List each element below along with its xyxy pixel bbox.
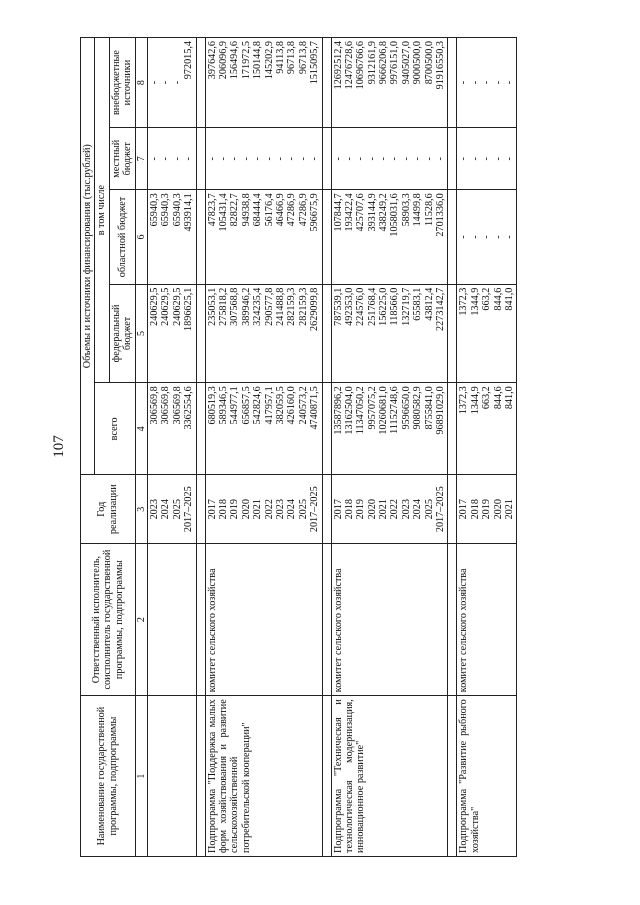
- cell-value: 11347050,2: [355, 386, 367, 435]
- cell-value: 9405027,0: [400, 41, 412, 85]
- cell-value: 972015,4: [183, 41, 195, 80]
- cell-value: 65940,3: [171, 193, 183, 227]
- federal-cell: [457, 284, 517, 383]
- program-name: Подпрограмма "Техническая и технологическая модернизация, инновационное развитие": [331, 696, 448, 857]
- cell-value: -: [183, 157, 195, 161]
- spacer-cell: [322, 475, 331, 544]
- cell-value: 417957,1: [263, 386, 275, 425]
- executor-name: комитет сельского хозяйства: [205, 544, 322, 696]
- cell-value: 787539,1: [332, 287, 344, 326]
- table-row: [331, 38, 448, 857]
- cell-value: 425707,6: [355, 193, 367, 232]
- local-cell: [205, 128, 322, 190]
- cell-value: -: [469, 235, 481, 239]
- rotated-page-content: [80, 37, 632, 857]
- spacer-cell: [196, 696, 205, 857]
- cell-value: 9666206,8: [378, 41, 390, 85]
- cell-value: -: [274, 157, 286, 161]
- cell-value: 82822,7: [229, 193, 241, 227]
- cell-value: 9976151,0: [389, 41, 401, 85]
- cell-value: 542824,6: [252, 386, 264, 425]
- cell-value: 12692512,4: [332, 41, 344, 90]
- extra-cell: [205, 38, 322, 128]
- cell-value: 2018: [217, 499, 229, 520]
- cell-value: 307568,8: [229, 287, 241, 326]
- cell-value: -: [400, 157, 412, 161]
- cell-value: 680519,3: [206, 386, 218, 425]
- table-row: [148, 38, 197, 857]
- regional-cell: [457, 190, 517, 284]
- cell-value: -: [503, 80, 515, 85]
- cell-value: 10260681,0: [378, 386, 390, 435]
- cell-value: 544977,1: [229, 386, 241, 425]
- cell-value: 393144,9: [366, 193, 378, 232]
- header-federal: федеральный бюджет: [109, 284, 135, 383]
- cell-value: 2701336,0: [435, 193, 447, 237]
- cell-value: 2017: [458, 499, 470, 520]
- cell-value: 9957075,2: [366, 386, 378, 430]
- cell-value: -: [503, 235, 515, 239]
- cell-value: 1515095,7: [309, 41, 321, 85]
- cell-value: 8700500,0: [423, 41, 435, 85]
- cell-value: -: [423, 157, 435, 161]
- executor-name: [148, 544, 197, 696]
- cell-value: 9080582,9: [412, 386, 424, 430]
- cell-value: 2022: [263, 499, 275, 520]
- table-body: [148, 38, 517, 857]
- cell-value: 47823,7: [206, 193, 218, 227]
- spacer-cell: [448, 284, 457, 383]
- cell-value: 240573,2: [297, 386, 309, 425]
- total-cell: [205, 383, 322, 475]
- spacer-cell: [322, 190, 331, 284]
- cell-value: 240629,5: [171, 287, 183, 326]
- cell-value: 1344,9: [469, 287, 481, 316]
- cell-value: 13587896,2: [332, 386, 344, 435]
- header-extra: внебюджетные источники: [109, 38, 135, 128]
- total-cell: [331, 383, 448, 475]
- cell-value: 2021: [252, 499, 264, 520]
- cell-value: 589346,5: [217, 386, 229, 425]
- column-number: 6: [135, 190, 147, 284]
- spacer-cell: [322, 284, 331, 383]
- regional-cell: [148, 190, 197, 284]
- cell-value: 58903,3: [400, 193, 412, 227]
- cell-value: 844,6: [492, 386, 504, 410]
- spacer-cell: [196, 475, 205, 544]
- cell-value: 2023: [400, 499, 412, 520]
- cell-value: 4740871,5: [309, 386, 321, 430]
- cell-value: 240629,5: [149, 287, 161, 326]
- block-spacer: [322, 38, 331, 857]
- cell-value: 46466,9: [274, 193, 286, 227]
- cell-value: 2023: [274, 499, 286, 520]
- cell-value: 2018: [469, 499, 481, 520]
- cell-value: 282159,3: [297, 287, 309, 326]
- cell-value: 68444,4: [252, 193, 264, 227]
- cell-value: 1344,9: [469, 386, 481, 415]
- cell-value: 2020: [240, 499, 252, 520]
- header-financing-group: Объемы и источники финансирования (тыс.рублей): [81, 38, 95, 475]
- cell-value: 241488,8: [274, 287, 286, 326]
- cell-value: 306569,8: [160, 386, 172, 425]
- cell-value: 3362554,6: [183, 386, 195, 430]
- cell-value: 2025: [297, 499, 309, 520]
- cell-value: 397642,6: [206, 41, 218, 80]
- cell-value: 96891029,0: [435, 386, 447, 435]
- cell-value: -: [171, 80, 183, 85]
- cell-value: 235053,1: [206, 287, 218, 326]
- cell-value: 1372,3: [458, 287, 470, 316]
- spacer-cell: [448, 475, 457, 544]
- cell-value: 9000500,0: [412, 41, 424, 85]
- cell-value: -: [481, 235, 493, 239]
- spacer-cell: [196, 383, 205, 475]
- cell-value: 1058031,6: [389, 193, 401, 237]
- total-cell: [148, 383, 197, 475]
- cell-value: 206096,9: [217, 41, 229, 80]
- cell-value: -: [286, 157, 298, 161]
- federal-cell: [205, 284, 322, 383]
- spacer-cell: [196, 544, 205, 696]
- cell-value: 156494,6: [229, 41, 241, 80]
- cell-value: -: [458, 157, 470, 161]
- cell-value: 1372,3: [458, 386, 470, 415]
- cell-value: 841,0: [503, 287, 515, 311]
- header-total: всего: [95, 383, 135, 475]
- executor-name: комитет сельского хозяйства: [331, 544, 448, 696]
- cell-value: -: [492, 235, 504, 239]
- spacer-cell: [196, 284, 205, 383]
- cell-value: 1896625,1: [183, 287, 195, 331]
- spacer-cell: [322, 544, 331, 696]
- cell-value: 13162504,0: [343, 386, 355, 435]
- spacer-cell: [196, 38, 205, 128]
- cell-value: 2024: [160, 499, 172, 520]
- cell-value: -: [481, 157, 493, 161]
- cell-value: 240629,5: [160, 287, 172, 326]
- cell-value: 94938,8: [240, 193, 252, 227]
- cell-value: -: [297, 157, 309, 161]
- spacer-cell: [322, 128, 331, 190]
- extra-cell: [457, 38, 517, 128]
- cell-value: -: [492, 157, 504, 161]
- spacer-cell: [448, 383, 457, 475]
- cell-value: 11528,6: [423, 193, 435, 227]
- column-number: 3: [135, 475, 147, 544]
- cell-value: 96713,8: [297, 41, 309, 75]
- cell-value: -: [160, 157, 172, 161]
- cell-value: 224576,0: [355, 287, 367, 326]
- cell-value: -: [343, 157, 355, 161]
- page-number: 107: [50, 435, 67, 458]
- cell-value: 275818,2: [217, 287, 229, 326]
- cell-value: 9596650,0: [400, 386, 412, 430]
- cell-value: 663,2: [481, 287, 493, 311]
- cell-value: 8755841,0: [423, 386, 435, 430]
- cell-value: 10696766,6: [355, 41, 367, 90]
- header-executor: Ответственный исполнитель, соисполнитель государственной программы, подпрограммы: [81, 544, 136, 696]
- cell-value: 2019: [229, 499, 241, 520]
- cell-value: 2025: [423, 499, 435, 520]
- cell-value: 193422,4: [343, 193, 355, 232]
- year-cell: [457, 475, 517, 544]
- cell-value: -: [160, 80, 172, 85]
- cell-value: 2273142,7: [435, 287, 447, 331]
- cell-value: 596675,9: [309, 193, 321, 232]
- program-name: Подпрограмма "Поддержка малых форм хозяйствования и развитие сельскохозяйственной потребительской кооперации": [205, 696, 322, 857]
- cell-value: -: [240, 157, 252, 161]
- cell-value: 47286,9: [286, 193, 298, 227]
- cell-value: -: [378, 157, 390, 161]
- cell-value: 2021: [378, 499, 390, 520]
- cell-value: 306569,8: [149, 386, 161, 425]
- cell-value: 9312161,9: [366, 41, 378, 85]
- cell-value: 65940,3: [160, 193, 172, 227]
- cell-value: 2017–2025: [183, 486, 195, 533]
- cell-value: 65583,1: [412, 287, 424, 321]
- total-cell: [457, 383, 517, 475]
- cell-value: 306569,8: [171, 386, 183, 425]
- year-cell: [331, 475, 448, 544]
- cell-value: 2017: [206, 499, 218, 520]
- column-number: 4: [135, 383, 147, 475]
- spacer-cell: [448, 190, 457, 284]
- column-number: 8: [135, 38, 147, 128]
- spacer-cell: [196, 128, 205, 190]
- cell-value: 426160,0: [286, 386, 298, 425]
- cell-value: 2017–2025: [435, 486, 447, 533]
- cell-value: 2022: [389, 499, 401, 520]
- cell-value: 2018: [343, 499, 355, 520]
- cell-value: 56176,4: [263, 193, 275, 227]
- regional-cell: [205, 190, 322, 284]
- cell-value: -: [263, 157, 275, 161]
- year-cell: [148, 475, 197, 544]
- cell-value: 282159,3: [286, 287, 298, 326]
- cell-value: -: [458, 80, 470, 85]
- spacer-cell: [322, 38, 331, 128]
- spacer-cell: [448, 128, 457, 190]
- cell-value: 389946,2: [240, 287, 252, 326]
- table-row: [205, 38, 322, 857]
- cell-value: 251768,4: [366, 287, 378, 326]
- cell-value: 438249,2: [378, 193, 390, 232]
- cell-value: 105431,4: [217, 193, 229, 232]
- cell-value: -: [389, 157, 401, 161]
- cell-value: 2020: [492, 499, 504, 520]
- header-regional: областной бюджет: [109, 190, 135, 284]
- header-local: местный бюджет: [109, 128, 135, 190]
- cell-value: -: [229, 157, 241, 161]
- extra-cell: [148, 38, 197, 128]
- cell-value: -: [481, 80, 493, 85]
- cell-value: 156225,0: [378, 287, 390, 326]
- cell-value: -: [206, 157, 218, 161]
- cell-value: 94113,8: [274, 41, 286, 74]
- cell-value: -: [149, 80, 161, 85]
- spacer-cell: [322, 383, 331, 475]
- cell-value: 43812,4: [423, 287, 435, 321]
- cell-value: -: [355, 157, 367, 161]
- cell-value: 65940,3: [149, 193, 161, 227]
- local-cell: [148, 128, 197, 190]
- financing-table: [80, 37, 517, 857]
- federal-cell: [331, 284, 448, 383]
- cell-value: -: [492, 80, 504, 85]
- cell-value: -: [366, 157, 378, 161]
- cell-value: 493914,1: [183, 193, 195, 232]
- cell-value: 2019: [355, 499, 367, 520]
- column-number: 1: [135, 696, 147, 857]
- cell-value: 2629099,8: [309, 287, 321, 331]
- executor-name: комитет сельского хозяйства: [457, 544, 517, 696]
- cell-value: 382059,5: [274, 386, 286, 425]
- cell-value: -: [503, 157, 515, 161]
- cell-value: -: [458, 235, 470, 239]
- cell-value: 118566,0: [389, 287, 401, 326]
- spacer-cell: [448, 696, 457, 857]
- block-spacer: [448, 38, 457, 857]
- cell-value: 663,2: [481, 386, 493, 410]
- cell-value: 11152748,6: [389, 386, 401, 434]
- cell-value: 2017–2025: [309, 486, 321, 533]
- cell-value: 96713,8: [286, 41, 298, 75]
- spacer-cell: [448, 38, 457, 128]
- cell-value: -: [435, 157, 447, 161]
- cell-value: 145202,9: [263, 41, 275, 80]
- cell-value: 492353,0: [343, 287, 355, 326]
- cell-value: -: [149, 157, 161, 161]
- cell-value: 2019: [481, 499, 493, 520]
- cell-value: 2024: [286, 499, 298, 520]
- cell-value: -: [469, 80, 481, 85]
- cell-value: 171972,5: [240, 41, 252, 80]
- spacer-cell: [448, 544, 457, 696]
- cell-value: 841,0: [503, 386, 515, 410]
- table-row: [457, 38, 517, 857]
- extra-cell: [331, 38, 448, 128]
- block-spacer: [196, 38, 205, 857]
- federal-cell: [148, 284, 197, 383]
- cell-value: 2017: [332, 499, 344, 520]
- cell-value: -: [332, 157, 344, 161]
- cell-value: 47286,9: [297, 193, 309, 227]
- cell-value: -: [412, 157, 424, 161]
- program-name: Подпрограмма "Развитие рыбного хозяйства": [457, 696, 517, 857]
- cell-value: -: [469, 157, 481, 161]
- cell-value: 132719,7: [400, 287, 412, 326]
- cell-value: 91916550,3: [435, 41, 447, 90]
- column-number: 2: [135, 544, 147, 696]
- program-name: [148, 696, 197, 857]
- cell-value: -: [171, 157, 183, 161]
- spacer-cell: [322, 696, 331, 857]
- cell-value: 2025: [171, 499, 183, 520]
- cell-value: -: [309, 157, 321, 161]
- cell-value: 324235,4: [252, 287, 264, 326]
- header-name: Наименование государственной программы, подпрограммы: [81, 696, 136, 857]
- local-cell: [457, 128, 517, 190]
- cell-value: 2020: [366, 499, 378, 520]
- column-number: 7: [135, 128, 147, 190]
- header-year: Год реализации: [81, 475, 136, 544]
- cell-value: 656857,5: [240, 386, 252, 425]
- cell-value: 2024: [412, 499, 424, 520]
- cell-value: -: [252, 157, 264, 161]
- local-cell: [331, 128, 448, 190]
- regional-cell: [331, 190, 448, 284]
- cell-value: 12476728,6: [343, 41, 355, 90]
- year-cell: [205, 475, 322, 544]
- cell-value: 2021: [503, 499, 515, 520]
- cell-value: -: [217, 157, 229, 161]
- header-including: в том числе: [95, 38, 109, 383]
- cell-value: 290577,8: [263, 287, 275, 326]
- column-number: 5: [135, 284, 147, 383]
- cell-value: 14499,8: [412, 193, 424, 227]
- cell-value: 844,6: [492, 287, 504, 311]
- spacer-cell: [196, 190, 205, 284]
- cell-value: 150144,8: [252, 41, 264, 80]
- cell-value: 2023: [149, 499, 161, 520]
- cell-value: 107844,7: [332, 193, 344, 232]
